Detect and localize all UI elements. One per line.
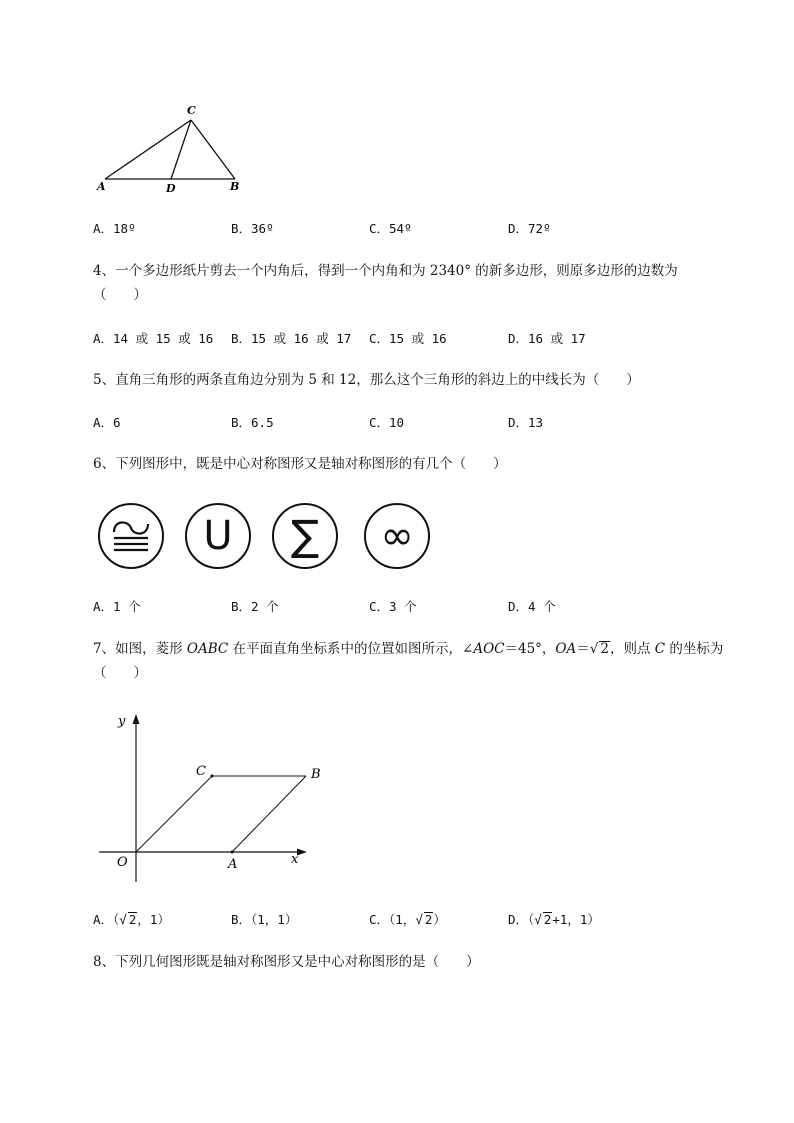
sigma-glyph: ∑: [290, 511, 320, 560]
q5-stem: 5、直角三角形的两条直角边分别为 5 和 12，那么这个三角形的斜边上的中线长为（ ）: [93, 372, 640, 388]
q7-d-radicand: 2: [543, 912, 552, 927]
q3-option-d[interactable]: D．72º: [508, 221, 551, 236]
q7-c-prefix: C．（1，: [369, 912, 416, 927]
q6-option-b[interactable]: B．2 个: [231, 599, 279, 614]
q6-option-c[interactable]: C．3 个: [369, 599, 417, 614]
q7-radicand: 2: [600, 641, 609, 657]
label-c: C: [187, 104, 196, 117]
q7-text-d: ＝: [576, 641, 590, 657]
q4-option-d[interactable]: D．16 或 17: [508, 331, 586, 346]
q7-d-suffix: +1，1）: [552, 912, 600, 927]
q7-oa: OA: [555, 641, 577, 657]
q7-a-radicand: 2: [128, 912, 137, 927]
q7-shape: OABC: [186, 641, 229, 657]
q7-option-c[interactable]: [369, 911, 446, 929]
label-b: B: [230, 180, 240, 193]
q7-text-c: ＝45°，: [504, 641, 556, 657]
q3-option-a[interactable]: A．18º: [93, 221, 136, 236]
q7-stem: [93, 640, 723, 658]
symbol-sigma: [272, 503, 338, 569]
q4-option-c[interactable]: C．15 或 16: [369, 331, 447, 346]
q7-point: C: [654, 641, 666, 657]
q7-text-f: 的坐标为: [665, 641, 724, 657]
sqrt-sign: √: [415, 912, 423, 927]
q7-angle: ∠AOC: [462, 641, 505, 657]
q5-option-c[interactable]: C．10: [369, 415, 405, 430]
point-label-c: C: [196, 764, 206, 779]
q7-c-suffix: ）: [433, 912, 446, 927]
q6-option-d[interactable]: D．4 个: [508, 599, 556, 614]
q7-d-prefix: D．（: [508, 912, 535, 927]
symbol-u: [185, 503, 251, 569]
q7-option-a[interactable]: [93, 911, 170, 929]
q6-option-a[interactable]: A．1 个: [93, 599, 141, 614]
sqrt-sign: √: [119, 912, 127, 927]
q4-option-a[interactable]: A．14 或 15 或 16: [93, 331, 214, 346]
q7-paren: （ ）: [93, 665, 147, 681]
axis-label-x: x: [291, 852, 299, 867]
rhombus-figure: [95, 708, 321, 888]
q3-option-c[interactable]: C．54º: [369, 221, 412, 236]
point-label-o: O: [117, 855, 128, 870]
sqrt-sign: √: [534, 912, 542, 927]
q7-option-d[interactable]: [508, 911, 600, 929]
q5-option-d[interactable]: D．13: [508, 415, 544, 430]
label-d: D: [166, 182, 176, 195]
q7-a-suffix: ，1）: [137, 912, 170, 927]
q8-stem: 8、下列几何图形既是轴对称图形又是中心对称图形的是（ ）: [93, 954, 480, 970]
q4-paren: （ ）: [93, 287, 147, 303]
q6-stem: 6、下列图形中，既是中心对称图形又是轴对称图形的有几个（ ）: [93, 456, 507, 472]
sqrt-sign: √: [589, 641, 599, 657]
axis-label-y: y: [118, 714, 126, 729]
symbol-infinity: [364, 503, 430, 569]
q7-c-radicand: 2: [424, 912, 433, 927]
q4-option-b[interactable]: B．15 或 16 或 17: [231, 331, 352, 346]
triangle-figure: [90, 98, 260, 198]
q3-option-b[interactable]: B．36º: [231, 221, 274, 236]
q5-option-a[interactable]: A．6: [93, 415, 121, 430]
infinity-glyph: ∞: [380, 513, 414, 559]
q7-option-b[interactable]: B．（1，1）: [231, 912, 298, 927]
point-label-b: B: [311, 767, 321, 782]
q7-a-prefix: A．（: [93, 912, 120, 927]
u-glyph: U: [203, 513, 233, 559]
q4-stem: 4、一个多边形纸片剪去一个内角后，得到一个内角和为 2340° 的新多边形，则原多边形的边数为: [93, 263, 678, 279]
q7-text-e: ，则点: [609, 641, 655, 657]
q5-option-b[interactable]: B．6.5: [231, 415, 274, 430]
label-a: A: [97, 180, 106, 193]
symbol-wave-lines: [98, 503, 164, 569]
q7-text-a: 7、如图，菱形: [93, 641, 187, 657]
wave-lines-icon: [106, 516, 156, 556]
q7-text-b: 在平面直角坐标系中的位置如图所示，: [228, 641, 463, 657]
point-label-a: A: [228, 857, 238, 872]
